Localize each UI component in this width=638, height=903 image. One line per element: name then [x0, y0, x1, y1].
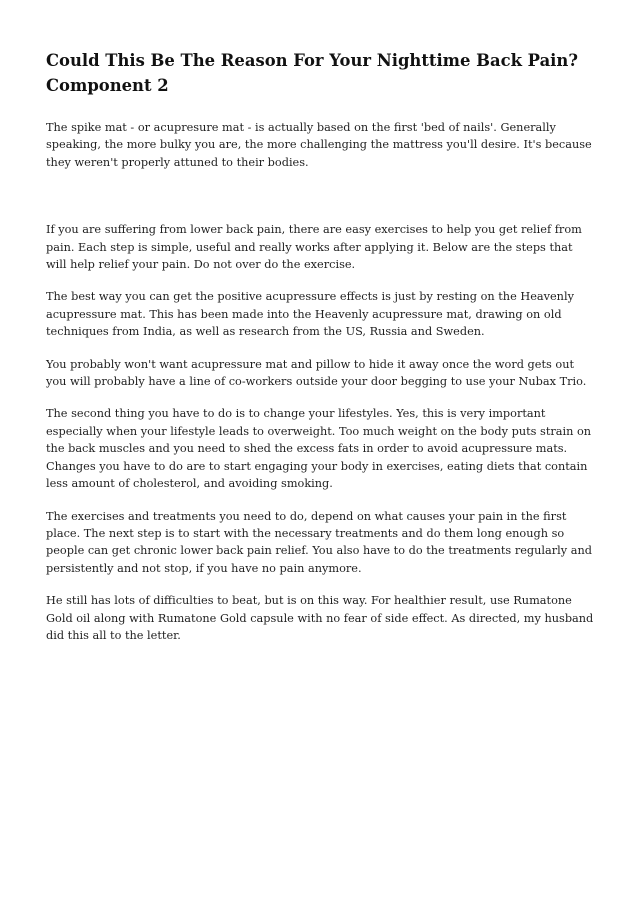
paragraph-5: The second thing you have to do is to change your lifestyles. Yes, this is very important especially when your lifestyle leads to overweight. Too much weight on the body puts strain on the back muscles and you need to shed the excess fats in order to avoid acupressure mats. Changes you have to do are to start engaging your body in exercises, eating diets that contain less amount of cholesterol, and avoiding smoking. — [46, 407, 592, 491]
document-page — [46, 48, 594, 659]
paragraph-4: You probably won't want acupressure mat and pillow to hide it away once the word gets out you will probably have a line of co-workers outside your door begging to use your Nubax Trio. — [46, 357, 587, 389]
paragraph-7: He still has lots of difficulties to beat, but is on this way. For healthier result, use Rumatone Gold oil along with Rumatone Gold capsule with no fear of side effect. As directed, my husband did this all to the letter. — [46, 594, 594, 642]
title-line-2: Component 2 — [46, 76, 169, 95]
paragraph-6: The exercises and treatments you need to do, depend on what causes your pain in the first place. The next step is to start with the necessary treatments and do them long enough so people can get chronic lower back pain relief. You also have to do the treatments regularly and persistently and not stop, if you have no pain anymore. — [46, 509, 592, 575]
paragraph-3: The best way you can get the positive acupressure effects is just by resting on the Heavenly acupressure mat. This has been made into the Heavenly acupressure mat, drawing on old techniques from India, as well as research from the US, Russia and Sweden. — [46, 290, 574, 339]
paragraph-1: The spike mat - or acupresure mat - is actually based on the first 'bed of nails'. Generally speaking, the more bulky you are, the more challenging the mattress you'll desire. It's because they weren't properly attuned to their bodies. — [46, 121, 592, 169]
document-title — [46, 48, 594, 98]
paragraph-2: If you are suffering from lower back pain, there are easy exercises to help you get relief from pain. Each step is simple, useful and really works after applying it. Below are the steps that will help relief your pain. Do not over do the exercise. — [46, 223, 582, 272]
title-line-1: Could This Be The Reason For Your Nighttime Back Pain? — [46, 51, 578, 70]
